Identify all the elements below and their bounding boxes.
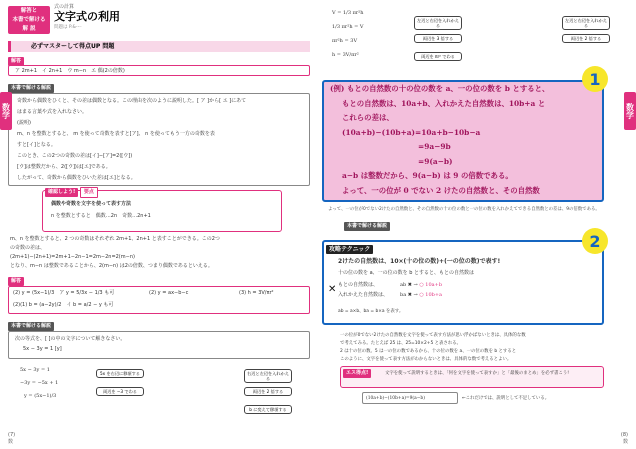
- point-box: エス得点! 文字を使って説明するときは、「何を文字を使って表すか」と「最後のまとめ」を必ず書こう!: [340, 366, 604, 388]
- hint-pill: 右辺と左辺を入れかえる: [244, 369, 292, 383]
- text-line: 一の位が0でない2けたの自然数を文字を使って表す方法が思い浮かばないときは、具体的な数: [340, 333, 526, 338]
- answer-box: ア 2m+1 イ 2n+1 ウ m−n エ 偶(2の倍数): [8, 65, 310, 76]
- answer2-box: (2) y = (5x−1)/3 ア y = 5/3x − 1/3 も可 (2) y = ax−b−c (3) h = 3V/πr² (2)(1) b = (a−2y)/2 イ b = a/2 − y も可: [8, 286, 310, 314]
- hint-pill: 左辺と右辺を入れかえる: [562, 16, 610, 30]
- kaisetsu2-box: 次の等式を、[ ]の中の文字について解きなさい。 5x − 3y = 1 [y]: [8, 331, 310, 359]
- section-stripe: 必ずマスターして得点UP 問題: [8, 41, 310, 52]
- text-line: はまる言葉や式を入れなさい。: [17, 109, 88, 115]
- badge-1: 1: [582, 66, 608, 92]
- example-line: =9a−9b: [418, 142, 451, 151]
- text-line: m、n を整数とすると、 m を使って奇数を表すと[ア]、 n を使ってもう一方の奇数を表: [17, 131, 215, 137]
- final-box: (10a+b)−(10b+a)=9(a−b): [362, 392, 458, 404]
- text-line: (2m+1)−(2n+1)=2m+1−2n−1=2m−2n=2(m−n): [10, 254, 135, 260]
- header-box: 解答と 本書で解ける 解 説: [8, 6, 50, 34]
- hint-pill: 両辺を 2 倍する: [562, 34, 610, 43]
- page-title: 文字式の利用: [54, 10, 120, 23]
- text-line: となり、m−n は整数であることから、2(m−n) は2の倍数、つまり偶数であるといえる。: [10, 263, 213, 269]
- answer-row: 解答: [8, 57, 24, 66]
- check-box: 確認しよう! 要点 偶数や奇数を文字を使って表す方法 n を整数とすると 偶数…2n 奇数…2n+1: [42, 190, 282, 232]
- kaisetsu-tag: 本書で解ける解説: [8, 84, 54, 93]
- example-line: よって、一の位が 0 でない 2 けたの自然数と、その自然数: [342, 185, 540, 195]
- text-line: (説明): [17, 120, 31, 126]
- right-page: V = 1/3 πr²h 1/3 πr²h = V πr²h = 3V h = 3V/πr² 左辺と右辺を入れかえる 両辺を 3 倍する 両辺を πr² でわる 左辺と右辺を入れかえる 両辺を 2 倍する (例) もとの自然数の十の位の数を a、一の位の数を b とすると、 もとの自然数は、10a+b、入れかえた自然数は、10b+a と これらの差は、 (10a+b)−(10b+a)=10a+b−10b−a =9a−9b =9(a−b) a−b は整数だから、9(a−b) は 9 の倍数である。 よって、一の位が 0 でない 2 けたの自然数と、その自然数 よって、一の位が0でない2けたの自然数と、その自然数の十の位の数と一の位の数を入れかえてできる自然数との差は、9の倍数である。 1 本書で解ける解説 攻略テクニック 2けたの自然数は、10×(十の位の数)+(一の位の数)で表す! 十の位の数を a、一の位の数を b とすると、もとの自然数は ✕ もとの自然数は、 入れかえた自然数は、 ab ✖ → ○ 10a+b ba ✖ → ○ 10b+a ab = a×b、ba = b×a を表す。 2 一の位が0でない2けたの自然数を文字を使って表す方法が思い浮かばないときは、具体的な数 で考えてみる。たとえば 25 は、25=10×2+5 と表される。 2 は十の位の数、5 は一の位の数であるから、十の位の数を a、一の位の数を b とすると このように、文字を使って表す方法がわからないときは、具体的な数で考えるとよい。 エス得点! 文字を使って説明するときは、「何を文字を使って表すか」と「最後のまとめ」を必ず書こう! (10a+b)−(10b+a)=9(a−b) ←これだけでは、説明として不足している。 (8) 数 数学: [318, 0, 636, 449]
- page-number: (8) 数: [620, 432, 628, 445]
- text-line: 奇数から偶数をひくと、その差は偶数となる。この理由を次のように説明した。[ ア ]から[ エ ]にあて: [17, 98, 247, 104]
- unit-subtitle: 式の計算: [54, 4, 75, 10]
- text-line: すと[イ]となる。: [17, 142, 56, 148]
- hint-pill: 5x を右辺に移項する: [96, 369, 144, 378]
- example-line: a−b は整数だから、9(a−b) は 9 の倍数である。: [342, 171, 513, 180]
- highlight-box-2: 攻略テクニック 2けたの自然数は、10×(十の位の数)+(一の位の数)で表す! 十の位の数を a、一の位の数を b とすると、もとの自然数は ✕ もとの自然数は、 入れかえた自然数は、 ab ✖ → ○ 10a+b ba ✖ → ○ 10b+a ab = a×b、ba = b×a を表す。: [322, 240, 604, 325]
- subject-tab: 数学: [0, 92, 12, 130]
- hint-pill: 両辺を 2 倍する: [244, 387, 292, 396]
- hint-pill: 両辺を 3 倍する: [414, 34, 462, 43]
- example-line: もとの自然数は、10a+b、入れかえた自然数は、10b+a と: [342, 98, 546, 108]
- left-page: 解答と 本書で解ける 解 説 式の計算 文字式の利用 問題は P.&-ー 必ずマスターして得点UP 問題 解答 ア 2m+1 イ 2n+1 ウ m−n エ 偶(2の倍数) 本書で解ける解説 奇数から偶数をひくと、その差は偶数となる。この理由を次のように説明した。[ ア ]から[ エ ]にあて はまる言葉や式を入れなさい。 (説明) m、n を整数とすると、 m を使って奇数を表すと[ア]、 n を使ってもう一方の奇数を表 すと[イ]となる。 このとき、この2つの奇数の差は[イ]−[ア]=2([ウ]) [ウ]は整数だから、2([ウ])は[エ]である。 したがって、奇数から偶数をひいた差は[エ]となる。 確認しよう! 要点 偶数や奇数を文字を使って表す方法 n を整数とすると 偶数…2n 奇数…2n+1 m、n を整数とすると、2 つの奇数はそれぞれ 2m+1、2n+1 と表すことができる。この2つ の奇数の差は、 (2m+1)−(2n+1)=2m+1−2n−1=2m−2n=2(m−n) となり、m−n は整数であることから、2(m−n) は2の倍数、つまり偶数であるといえる。 解答 (2) y = (5x−1)/3 ア y = 5/3x − 1/3 も可 (2) y = ax−b−c (3) h = 3V/πr² (2)(1) b = (a−2y)/2 イ b = a/2 − y も可 本書で解ける解説 次の等式を、[ ]の中の文字について解きなさい。 5x − 3y = 1 [y] 5x − 3y = 1 −3y = −5x + 1 y = (5x−1)/3 5x を右辺に移項する 両辺を −3 でわる 右辺と左辺を入れかえる 両辺を 2 倍する b に変えて移項する (7) 数 数学: [0, 0, 318, 449]
- badge-2: 2: [582, 228, 608, 254]
- page-note: 問題は P.&-ー: [54, 25, 83, 30]
- text-line: したがって、奇数から偶数をひいた差は[エ]となる。: [17, 175, 136, 181]
- text-line: で考えてみる。たとえば 25 は、25=10×2+5 と表される。: [340, 341, 461, 346]
- example-line: これらの差は、: [342, 113, 394, 122]
- hint-pill: 左辺と右辺を入れかえる: [414, 16, 462, 30]
- page-number: (7) 数: [8, 432, 16, 445]
- text-line: の奇数の差は、: [10, 245, 46, 251]
- hint-pill: b に変えて移項する: [244, 405, 292, 414]
- text-line: このとき、この2つの奇数の差は[イ]−[ア]=2([ウ]): [17, 153, 133, 159]
- highlight-box-1: [322, 80, 604, 202]
- text-line: [ウ]は整数だから、2([ウ])は[エ]である。: [17, 164, 111, 170]
- example-line: (例) もとの自然数の十の位の数を a、一の位の数を b とすると、: [330, 84, 550, 93]
- text-line: 2 は十の位の数、5 は一の位の数であるから、十の位の数を a、一の位の数を b とすると: [340, 349, 517, 354]
- example-line: =9(a−b): [418, 156, 453, 166]
- hint-pill: 両辺を −3 でわる: [96, 387, 144, 396]
- kaisetsu-box: [8, 93, 310, 186]
- text-line: m、n を整数とすると、2 つの奇数はそれぞれ 2m+1、2n+1 と表すことができる。この2つ: [10, 236, 220, 242]
- hint-pill: 両辺を πr² でわる: [414, 52, 462, 61]
- subject-tab: 数学: [624, 92, 636, 130]
- text-line: このように、文字を使って表す方法がわからないときは、具体的な数で考えるとよい。: [340, 357, 512, 362]
- example-line: (10a+b)−(10b+a)=10a+b−10b−a: [342, 127, 481, 137]
